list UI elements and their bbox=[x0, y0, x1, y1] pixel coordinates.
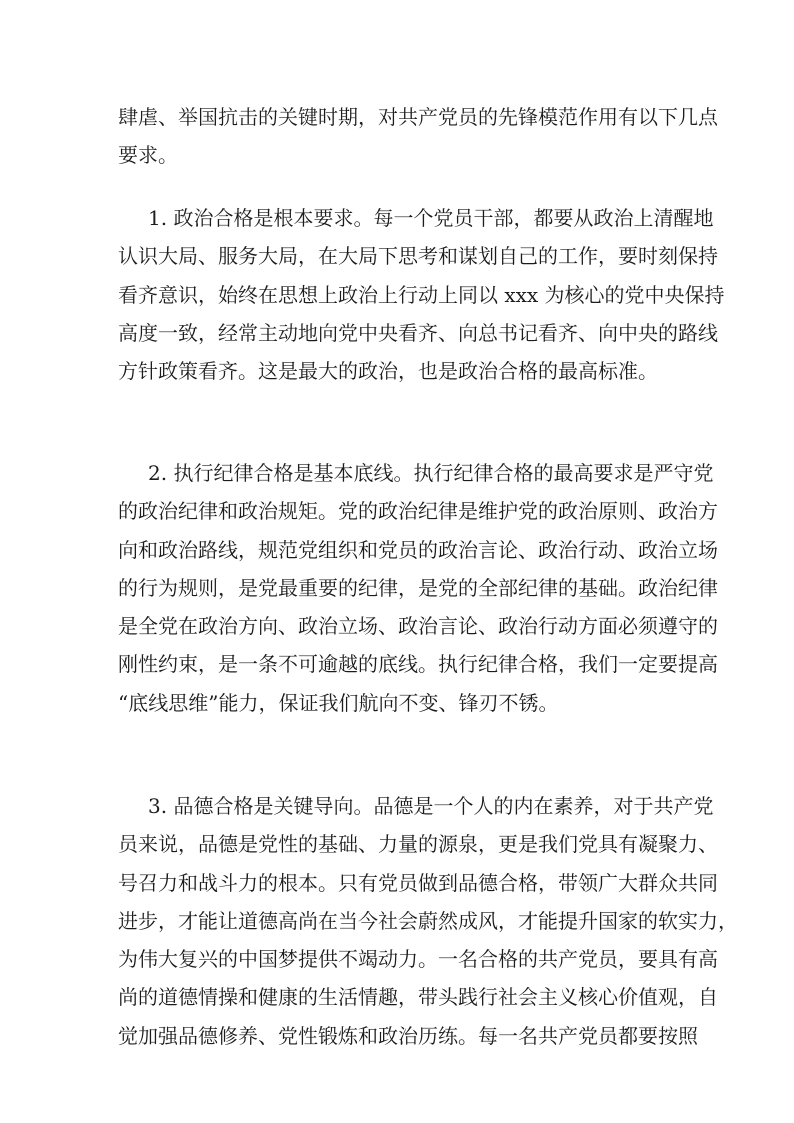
paragraph-line: 看齐意识，始终在思想上政治上行动上同以 xxx 为核心的党中央保持 bbox=[118, 282, 725, 307]
paragraph-line: 方针政策看齐。这是最大的政治，也是政治合格的最高标准。 bbox=[118, 359, 658, 384]
paragraph-line: 向和政治路线，规范党组织和党员的政治言论、政治行动、政治立场 bbox=[118, 537, 718, 562]
paragraph-line: 认识大局、服务大局，在大局下思考和谋划自己的工作，要时刻保持 bbox=[118, 244, 718, 269]
paragraph-line: 1. 政治合格是根本要求。每一个党员干部，都要从政治上清醒地 bbox=[148, 206, 714, 230]
paragraph-line: 进步，才能让道德高尚在当今社会蔚然成风，才能提升国家的软实力， bbox=[118, 908, 738, 933]
paragraph-line: 要求。 bbox=[118, 143, 178, 168]
paragraph-discipline-qualification bbox=[118, 454, 718, 722]
paragraph-line: 号召力和战斗力的根本。只有党员做到品德合格，带领广大群众共同 bbox=[118, 870, 718, 895]
paragraph-line: 3. 品德合格是关键导向。品德是一个人的内在素养，对于共产党 bbox=[148, 794, 714, 818]
paragraph-intro bbox=[118, 98, 718, 175]
paragraph-line: 高度一致，经常主动地向党中央看齐、向总书记看齐、向中央的路线 bbox=[118, 320, 718, 345]
paragraph-line: 尚的道德情操和健康的生活情趣，带头践行社会主义核心价值观，自 bbox=[118, 985, 718, 1010]
paragraph-line: 为伟大复兴的中国梦提供不竭动力。一名合格的共产党员，要具有高 bbox=[118, 947, 718, 972]
paragraph-line: 的行为规则，是党最重要的纪律，是党的全部纪律的基础。政治纪律 bbox=[118, 575, 718, 600]
paragraph-line: 的政治纪律和政治规矩。党的政治纪律是维护党的政治原则、政治方 bbox=[118, 499, 718, 524]
paragraph-line: “底线思维”能力，保证我们航向不变、锋刃不锈。 bbox=[118, 690, 559, 715]
paragraph-line: 员来说，品德是党性的基础、力量的源泉，更是我们党具有凝聚力、 bbox=[118, 832, 718, 857]
paragraph-line: 2. 执行纪律合格是基本底线。执行纪律合格的最高要求是严守党 bbox=[148, 461, 714, 485]
paragraph-political-qualification bbox=[118, 199, 725, 390]
paragraph-moral-qualification bbox=[118, 787, 738, 1055]
paragraph-line: 肆虐、举国抗击的关键时期，对共产党员的先锋模范作用有以下几点 bbox=[118, 105, 718, 129]
paragraph-line: 刚性约束，是一条不可逾越的底线。执行纪律合格，我们一定要提高 bbox=[118, 652, 718, 677]
paragraph-line: 觉加强品德修养、党性锻炼和政治历练。每一名共产党员都要按照 bbox=[118, 1023, 698, 1048]
paragraph-line: 是全党在政治方向、政治立场、政治言论、政治行动方面必须遵守的 bbox=[118, 614, 718, 639]
